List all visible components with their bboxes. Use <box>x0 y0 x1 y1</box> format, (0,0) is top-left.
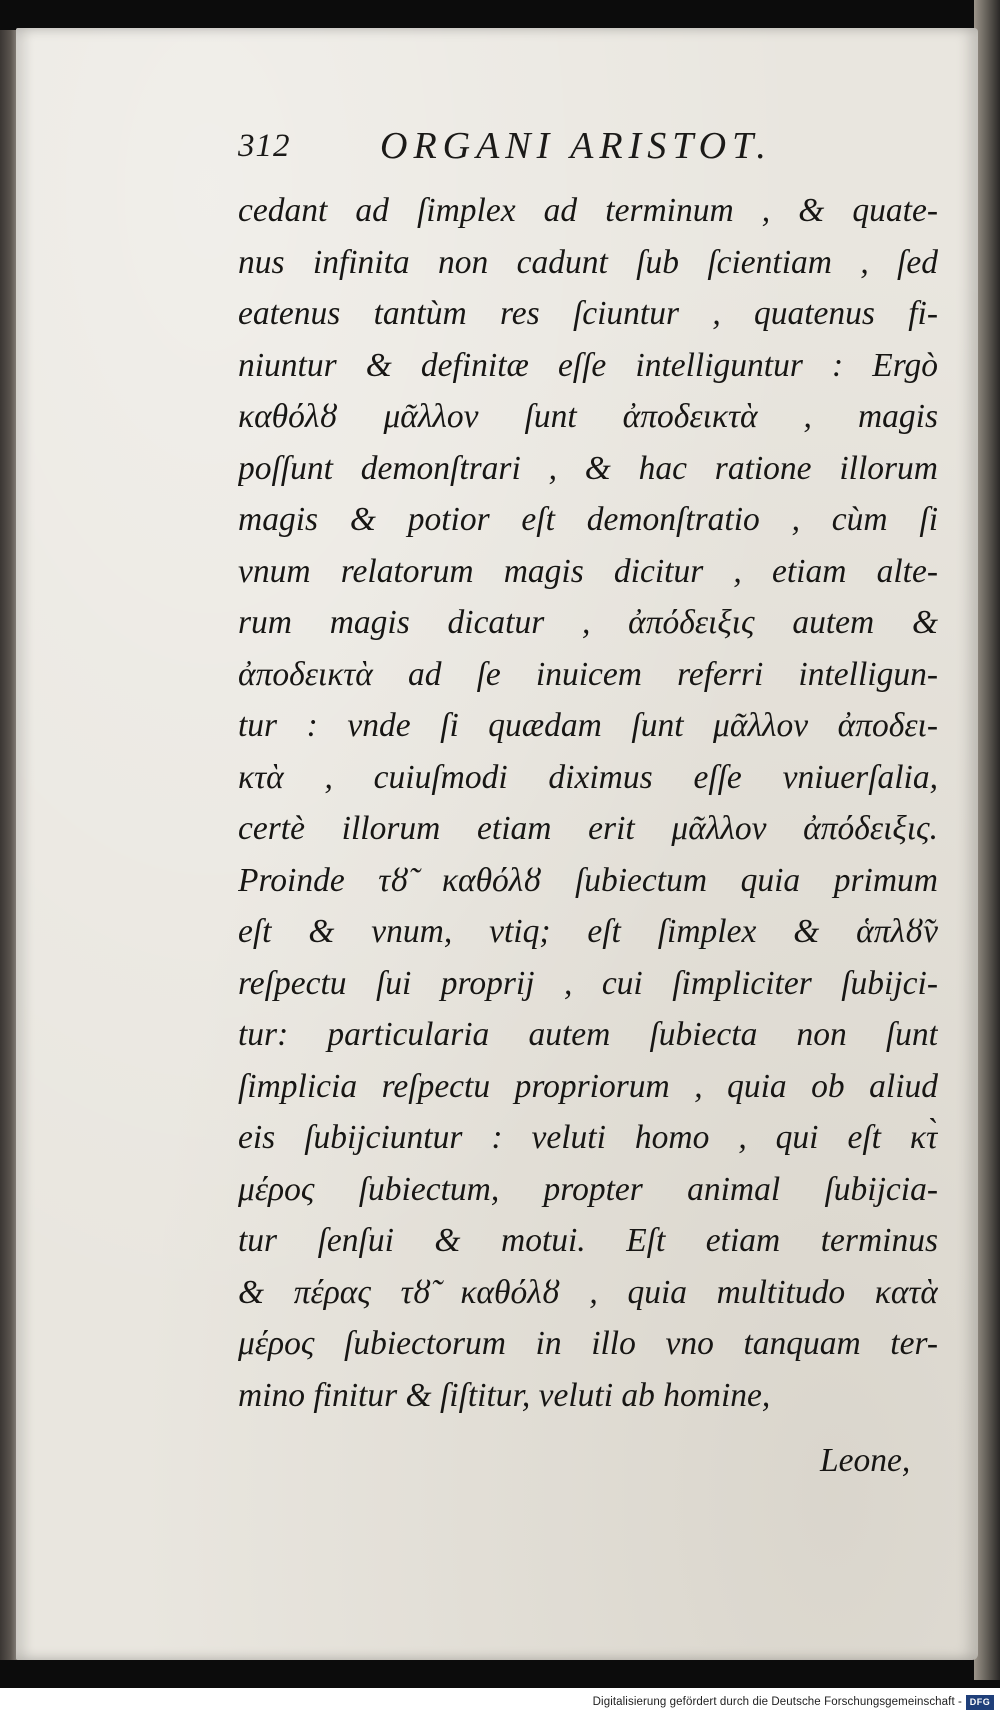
text-line: certè illorum etiam erit μᾶλλον ἀπόδειξις. <box>238 810 938 847</box>
text-line: magis & potior eſt demonſtratio , cùm ſi <box>238 501 938 538</box>
text-line: κτὰ , cuiuſmodi diximus eſſe vniuerſalia, <box>238 758 938 796</box>
text-line: μέρος ſubiectum, propter animal ſubijcia- <box>238 1170 938 1208</box>
running-head: ORGANI ARISTOT. <box>380 125 772 167</box>
text-line: & πέρας τȣ̃ καθόλȣ , quia multitudo κατὰ <box>238 1273 938 1311</box>
body-text <box>238 185 938 1421</box>
text-line: nus infinita non cadunt ſub ſcientiam , ſed <box>238 243 938 281</box>
text-line: mino finitur & ſiſtitur, veluti ab homine, <box>238 1376 771 1414</box>
text-line: reſpectu ſui proprij , cui ſimpliciter ſubijci- <box>238 964 938 1002</box>
digitization-footer <box>0 1688 1000 1721</box>
page-number: 312 <box>238 128 291 164</box>
text-line: niuntur & definitæ eſſe intelliguntur : Ergò <box>238 346 938 384</box>
text-line: eatenus tantùm res ſciuntur , quatenus fi- <box>238 295 938 332</box>
text-line: tur : vnde ſi quædam ſunt μᾶλλον ἀποδει- <box>238 707 938 744</box>
text-line: eis ſubijciuntur : veluti homo , qui eſt κτ̀ <box>238 1119 938 1156</box>
text-line: Proinde τȣ̃ καθόλȣ ſubiectum quia primum <box>238 861 938 899</box>
text-line: καθόλȣ μᾶλλον ſunt ἀποδεικτὰ , magis <box>238 398 938 435</box>
catchword: Leone, <box>820 1442 911 1479</box>
dfg-logo: DFG <box>966 1695 994 1710</box>
text-line: tur: particularia autem ſubiecta non ſunt <box>238 1016 938 1053</box>
page-header <box>238 125 878 178</box>
funding-credit: Digitalisierung gefördert durch die Deutsche Forschungsgemeinschaft - <box>592 1696 962 1708</box>
text-line: vnum relatorum magis dicitur , etiam alte- <box>238 552 938 590</box>
text-line: rum magis dicatur , ἀπόδειξις autem & <box>238 604 938 641</box>
text-line: poſſunt demonſtrari , & hac ratione illorum <box>238 449 938 487</box>
text-line: tur ſenſui & motui. Eſt etiam terminus <box>238 1222 938 1259</box>
text-line: ἀποδεικτὰ ad ſe inuicem referri intelligun- <box>238 655 938 693</box>
text-line: μέρος ſubiectorum in illo vno tanquam ter- <box>238 1325 938 1362</box>
text-line: eſt & vnum, vtiq; eſt ſimplex & ἁπλȣ̃ν <box>238 913 938 950</box>
text-line: ſimplicia reſpectu propriorum , quia ob aliud <box>238 1067 938 1105</box>
text-line: cedant ad ſimplex ad terminum , & quate- <box>238 192 938 229</box>
